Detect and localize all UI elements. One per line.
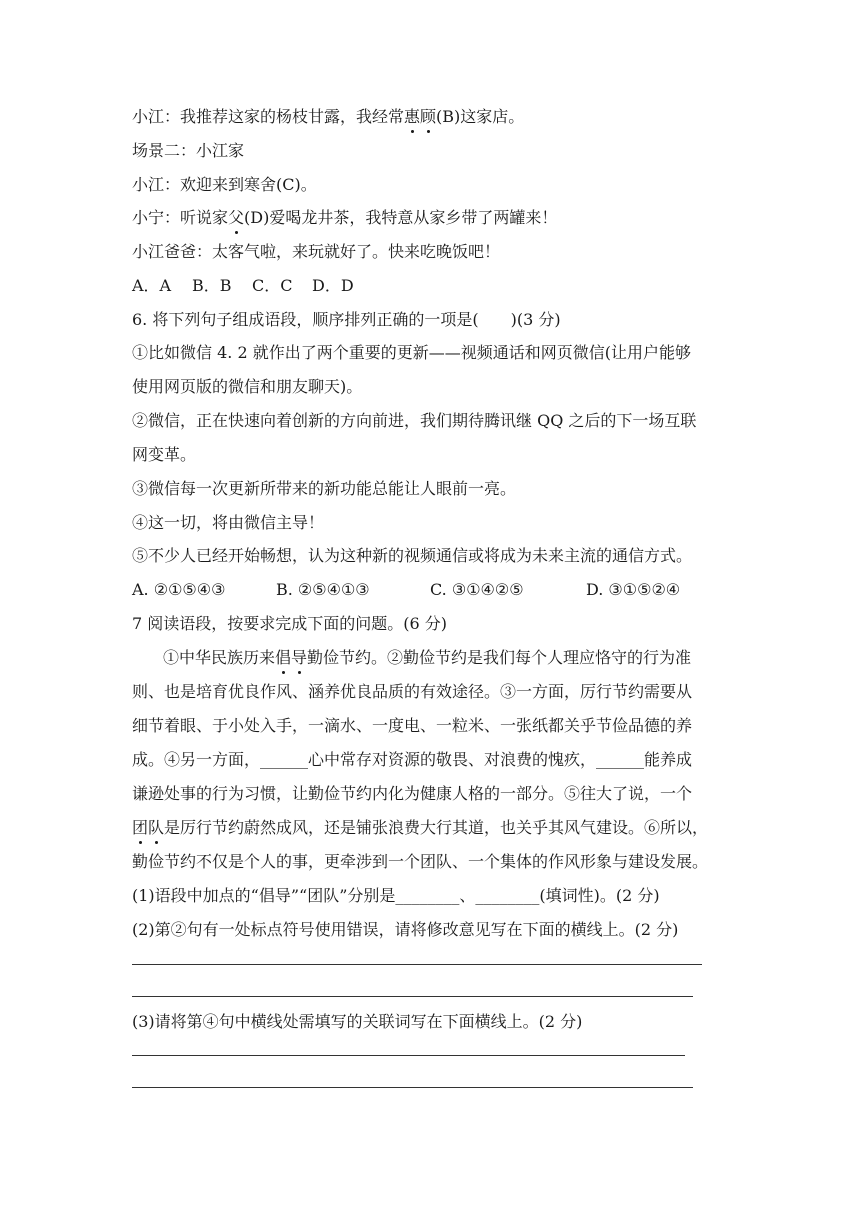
answer-line[interactable] — [132, 1055, 685, 1056]
dialogue-line-3 — [132, 208, 557, 228]
dialogue-text: 小宁：听说家 — [132, 208, 229, 227]
q5-options — [132, 276, 354, 296]
dialogue-line-1 — [132, 107, 524, 127]
option-c: C．C — [252, 276, 293, 295]
q6-sentence-2b: 网变革。 — [132, 445, 197, 464]
q7-paragraph-line-3: 细节着眼、于小处入手，一滴水、一度电、一粒米、一张纸都关乎节俭品德的养 — [132, 716, 693, 735]
answer-line[interactable] — [132, 1087, 693, 1088]
q6-sentence-5: ⑤不少人已经开始畅想，认为这种新的视频通信或将成为未来主流的通信方式。 — [132, 546, 693, 565]
q7-subquestion-3: (3)请将第④句中横线处需填写的关联词写在下面横线上。(2 分) — [132, 1012, 583, 1031]
q6-title: 6. 将下列句子组成语段，顺序排列正确的一项是( )(3 分) — [132, 310, 561, 329]
dialogue-text: 小江：我推荐这家的杨枝甘露，我经常 — [132, 107, 405, 126]
dialogue-line-2: 小江：欢迎来到寒舍(C)。 — [132, 175, 317, 194]
dotted-char: 顾 — [420, 107, 437, 126]
scene-heading: 场景二：小江家 — [132, 141, 245, 160]
q6-sentence-1b: 使用网页版的微信和朋友聊天)。 — [132, 377, 363, 396]
option-c: C. ③①④②⑤ — [430, 580, 524, 599]
answer-line[interactable] — [132, 964, 702, 965]
option-d: D．D — [312, 276, 354, 295]
answer-line[interactable] — [132, 996, 693, 997]
q6-options — [132, 580, 680, 600]
q7-paragraph-line-1 — [163, 648, 691, 668]
q7-subquestion-1: (1)语段中加点的“倡导”“团队”分别是________、________(填词性)。(2 分) — [132, 886, 660, 905]
dialogue-text: (D)爱喝龙井茶，我特意从家乡带了两罐来！ — [244, 208, 558, 227]
paragraph-text: 是厉行节约蔚然成风，还是铺张浪费大行其道，也关乎其风气建设。⑥所以， — [164, 818, 709, 837]
dotted-char: 队 — [148, 818, 165, 837]
q7-paragraph-line-4: 成。④另一方面，______心中常存对资源的敬畏、对浪费的愧疚，______能养成 — [132, 750, 693, 769]
dotted-char: 倡 — [275, 648, 292, 667]
q7-subquestion-2: (2)第②句有一处标点符号使用错误，请将修改意见写在下面的横线上。(2 分) — [132, 920, 679, 939]
dotted-char: 团 — [132, 818, 149, 837]
dialogue-line-4: 小江爸爸：太客气啦，来玩就好了。快来吃晚饭吧！ — [132, 242, 501, 261]
option-b: B. ②⑤④①③ — [276, 580, 370, 599]
q7-paragraph-line-7: 勤俭节约不仅是个人的事，更牵涉到一个团队、一个集体的作风形象与建设发展。 — [132, 852, 709, 871]
dotted-char: 惠 — [404, 107, 421, 126]
dotted-char: 导 — [291, 648, 308, 667]
option-d: D. ③①⑤②④ — [586, 580, 681, 599]
q7-title: 7 阅读语段，按要求完成下面的问题。(6 分) — [132, 614, 448, 633]
q6-sentence-3: ③微信每一次更新所带来的新功能总能让人眼前一亮。 — [132, 479, 517, 498]
option-a: A．A — [132, 276, 172, 295]
dotted-char: 父 — [228, 208, 245, 227]
option-b: B．B — [192, 276, 232, 295]
paragraph-text: ①中华民族历来 — [163, 648, 276, 667]
q7-paragraph-line-6 — [132, 818, 708, 838]
q7-paragraph-line-2: 则、也是培育优良作风、涵养优良品质的有效途径。③一方面，厉行节约需要从 — [132, 682, 693, 701]
dialogue-text: (B)这家店。 — [436, 107, 525, 126]
q6-sentence-1a: ①比如微信 4. 2 就作出了两个重要的更新——视频通话和网页微信(让用户能够 — [132, 343, 691, 362]
q6-sentence-2a: ②微信，正在快速向着创新的方向前进，我们期待腾讯继 QQ 之后的下一场互联 — [132, 411, 697, 430]
q6-sentence-4: ④这一切，将由微信主导！ — [132, 513, 325, 532]
option-a: A. ②①⑤④③ — [132, 580, 226, 599]
q7-paragraph-line-5: 谦逊处事的行为习惯，让勤俭节约内化为健康人格的一部分。⑤往大了说，一个 — [132, 784, 693, 803]
paragraph-text: 勤俭节约。②勤俭节约是我们每个人理应恪守的行为准 — [307, 648, 692, 667]
